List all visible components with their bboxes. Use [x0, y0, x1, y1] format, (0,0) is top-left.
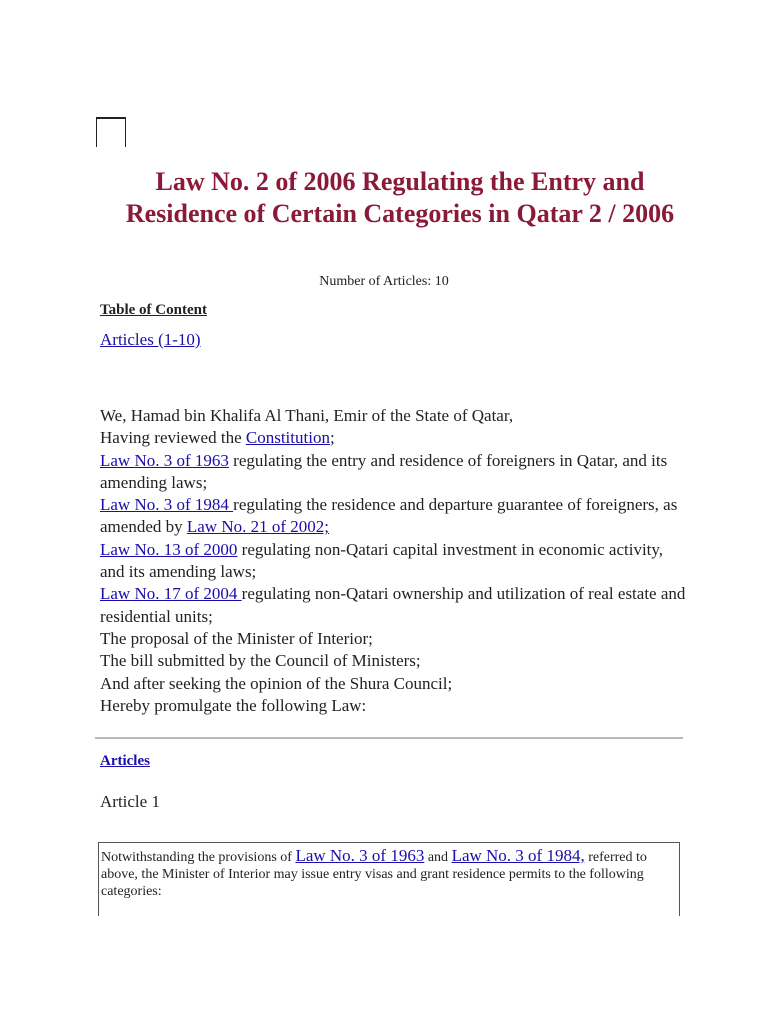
- frame-corner-icon: [96, 117, 126, 147]
- constitution-link[interactable]: Constitution: [245, 428, 330, 448]
- preamble-text: regulating the entry and residence of foreigners in Qatar, and its amending laws;: [100, 450, 668, 492]
- articles-heading-link[interactable]: Articles: [100, 753, 150, 769]
- preamble-line-emir: We, Hamad bin Khalifa Al Thani, Emir of the State of Qatar,: [100, 406, 514, 425]
- preamble-line-bill: The bill submitted by the Council of Ministers;: [100, 651, 421, 671]
- preamble-text: regulating the residence and departure guarantee of foreigners, as amended by: [100, 495, 678, 537]
- preamble-line-shura: And after seeking the opinion of the Shura Council;: [100, 673, 453, 693]
- law-2000-link[interactable]: Law No. 13 of 2000: [100, 539, 238, 559]
- preamble-line-proposal: The proposal of the Minister of Interior;: [100, 628, 373, 648]
- section-divider: [95, 737, 683, 739]
- toc-heading: Table of Content: [100, 302, 207, 318]
- preamble-item-law-1963: [100, 450, 690, 495]
- preamble-text: regulating non-Qatari ownership and utilization of real estate and residential units;: [100, 584, 686, 626]
- article-1-body: [98, 842, 680, 916]
- law-2004-link[interactable]: Law No. 17 of 2004: [100, 584, 242, 604]
- preamble-item-law-2004: [100, 583, 690, 628]
- page-title: Law No. 2 of 2006 Regulating the Entry and Residence of Certain Categories in Qatar 2 / 2006: [125, 167, 675, 228]
- article-text: Notwithstanding the provisions of: [101, 850, 296, 865]
- preamble-text: Having reviewed the: [100, 428, 246, 448]
- preamble-item-law-2000: [100, 539, 690, 584]
- preamble-item-law-1984: [100, 494, 690, 539]
- law-1963-link[interactable]: Law No. 3 of 1963: [100, 450, 229, 470]
- law-1984-link[interactable]: Law No. 3 of 1984: [100, 495, 234, 515]
- article-law-1963-link[interactable]: Law No. 3 of 1963: [295, 846, 425, 865]
- number-of-articles: Number of Articles: 10: [319, 274, 449, 289]
- preamble-line-promulgate: Hereby promulgate the following Law:: [100, 695, 367, 715]
- preamble: [100, 405, 690, 717]
- article-1-label: Article 1: [100, 792, 160, 811]
- preamble-text: ;: [329, 428, 335, 448]
- law-2002-link[interactable]: Law No. 21 of 2002;: [186, 517, 329, 537]
- toc-articles-link[interactable]: Articles (1-10): [100, 330, 201, 349]
- article-law-1984-link[interactable]: Law No. 3 of 1984,: [451, 846, 585, 865]
- article-text: and: [424, 850, 452, 865]
- article-text: referred to above, the Minister of Interior may issue entry visas and grant residence permits to the following categories:: [101, 850, 647, 899]
- preamble-line-constitution: [100, 427, 690, 449]
- preamble-text: regulating non-Qatari capital investment in economic activity, and its amending laws;: [100, 539, 664, 582]
